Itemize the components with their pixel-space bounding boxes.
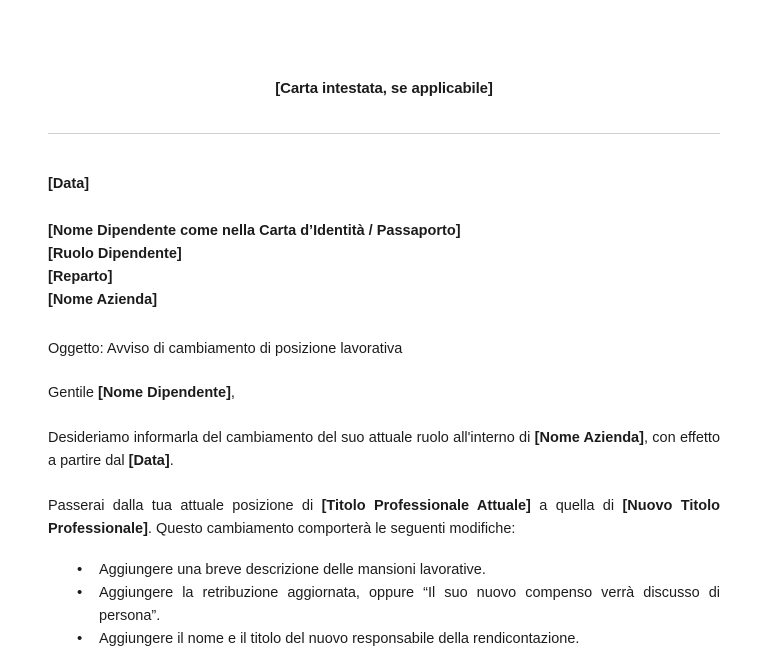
body-paragraph-role-change <box>48 427 720 473</box>
salutation-suffix: , <box>230 385 235 401</box>
changes-list <box>48 559 720 651</box>
list-item <box>48 559 720 582</box>
paragraph-2-current-title-placeholder: [Titolo Professionale Attuale] <box>321 498 531 514</box>
salutation-prefix: Gentile <box>48 385 98 401</box>
list-item <box>48 628 720 651</box>
recipient-company-line: [Nome Azienda] <box>48 292 158 308</box>
paragraph-2-text-part-1: Passerai dalla tua attuale posizione di <box>48 498 322 514</box>
subject-line: Oggetto: Avviso di cambiamento di posizione lavorativa <box>48 341 403 357</box>
letterhead-placeholder: [Carta intestata, se applicabile] <box>275 80 493 97</box>
recipient-block <box>48 220 720 312</box>
paragraph-2-text-part-3: . Questo cambiamento comporterà le seguenti modifiche: <box>147 521 516 537</box>
list-item <box>48 582 720 628</box>
recipient-department-line: [Reparto] <box>48 269 113 285</box>
paragraph-1-date-placeholder: [Data] <box>128 453 170 469</box>
paragraph-1-text-part-2: , con effetto a partire dal <box>48 430 721 469</box>
paragraph-1-company-placeholder: [Nome Azienda] <box>534 430 644 446</box>
paragraph-1-text-part-1: Desideriamo informarla del cambiamento del suo attuale ruolo all'interno di <box>48 430 535 446</box>
salutation-line <box>48 383 720 403</box>
salutation-employee-placeholder: [Nome Dipendente] <box>97 385 231 401</box>
body-paragraph-title-change <box>48 495 720 541</box>
list-item-text: • Aggiungere la retribuzione aggiornata, oppure “Il suo nuovo compenso verrà discusso di persona”. <box>99 585 720 624</box>
list-item-text: • Aggiungere il nome e il titolo del nuovo responsabile della rendicontazione. <box>99 631 580 647</box>
list-item-text: • Aggiungere una breve descrizione delle mansioni lavorative. <box>99 562 486 578</box>
header-divider <box>48 133 720 134</box>
paragraph-2-text-part-2: a quella di <box>530 498 623 514</box>
recipient-role-line: [Ruolo Dipendente] <box>48 246 182 262</box>
paragraph-2-new-title-placeholder: [Nuovo Titolo Professionale] <box>48 498 720 537</box>
date-placeholder: [Data] <box>48 176 90 192</box>
recipient-name-line: [Nome Dipendente come nella Carta d’Identità / Passaporto] <box>48 223 461 239</box>
paragraph-1-text-part-3: . <box>169 453 174 469</box>
